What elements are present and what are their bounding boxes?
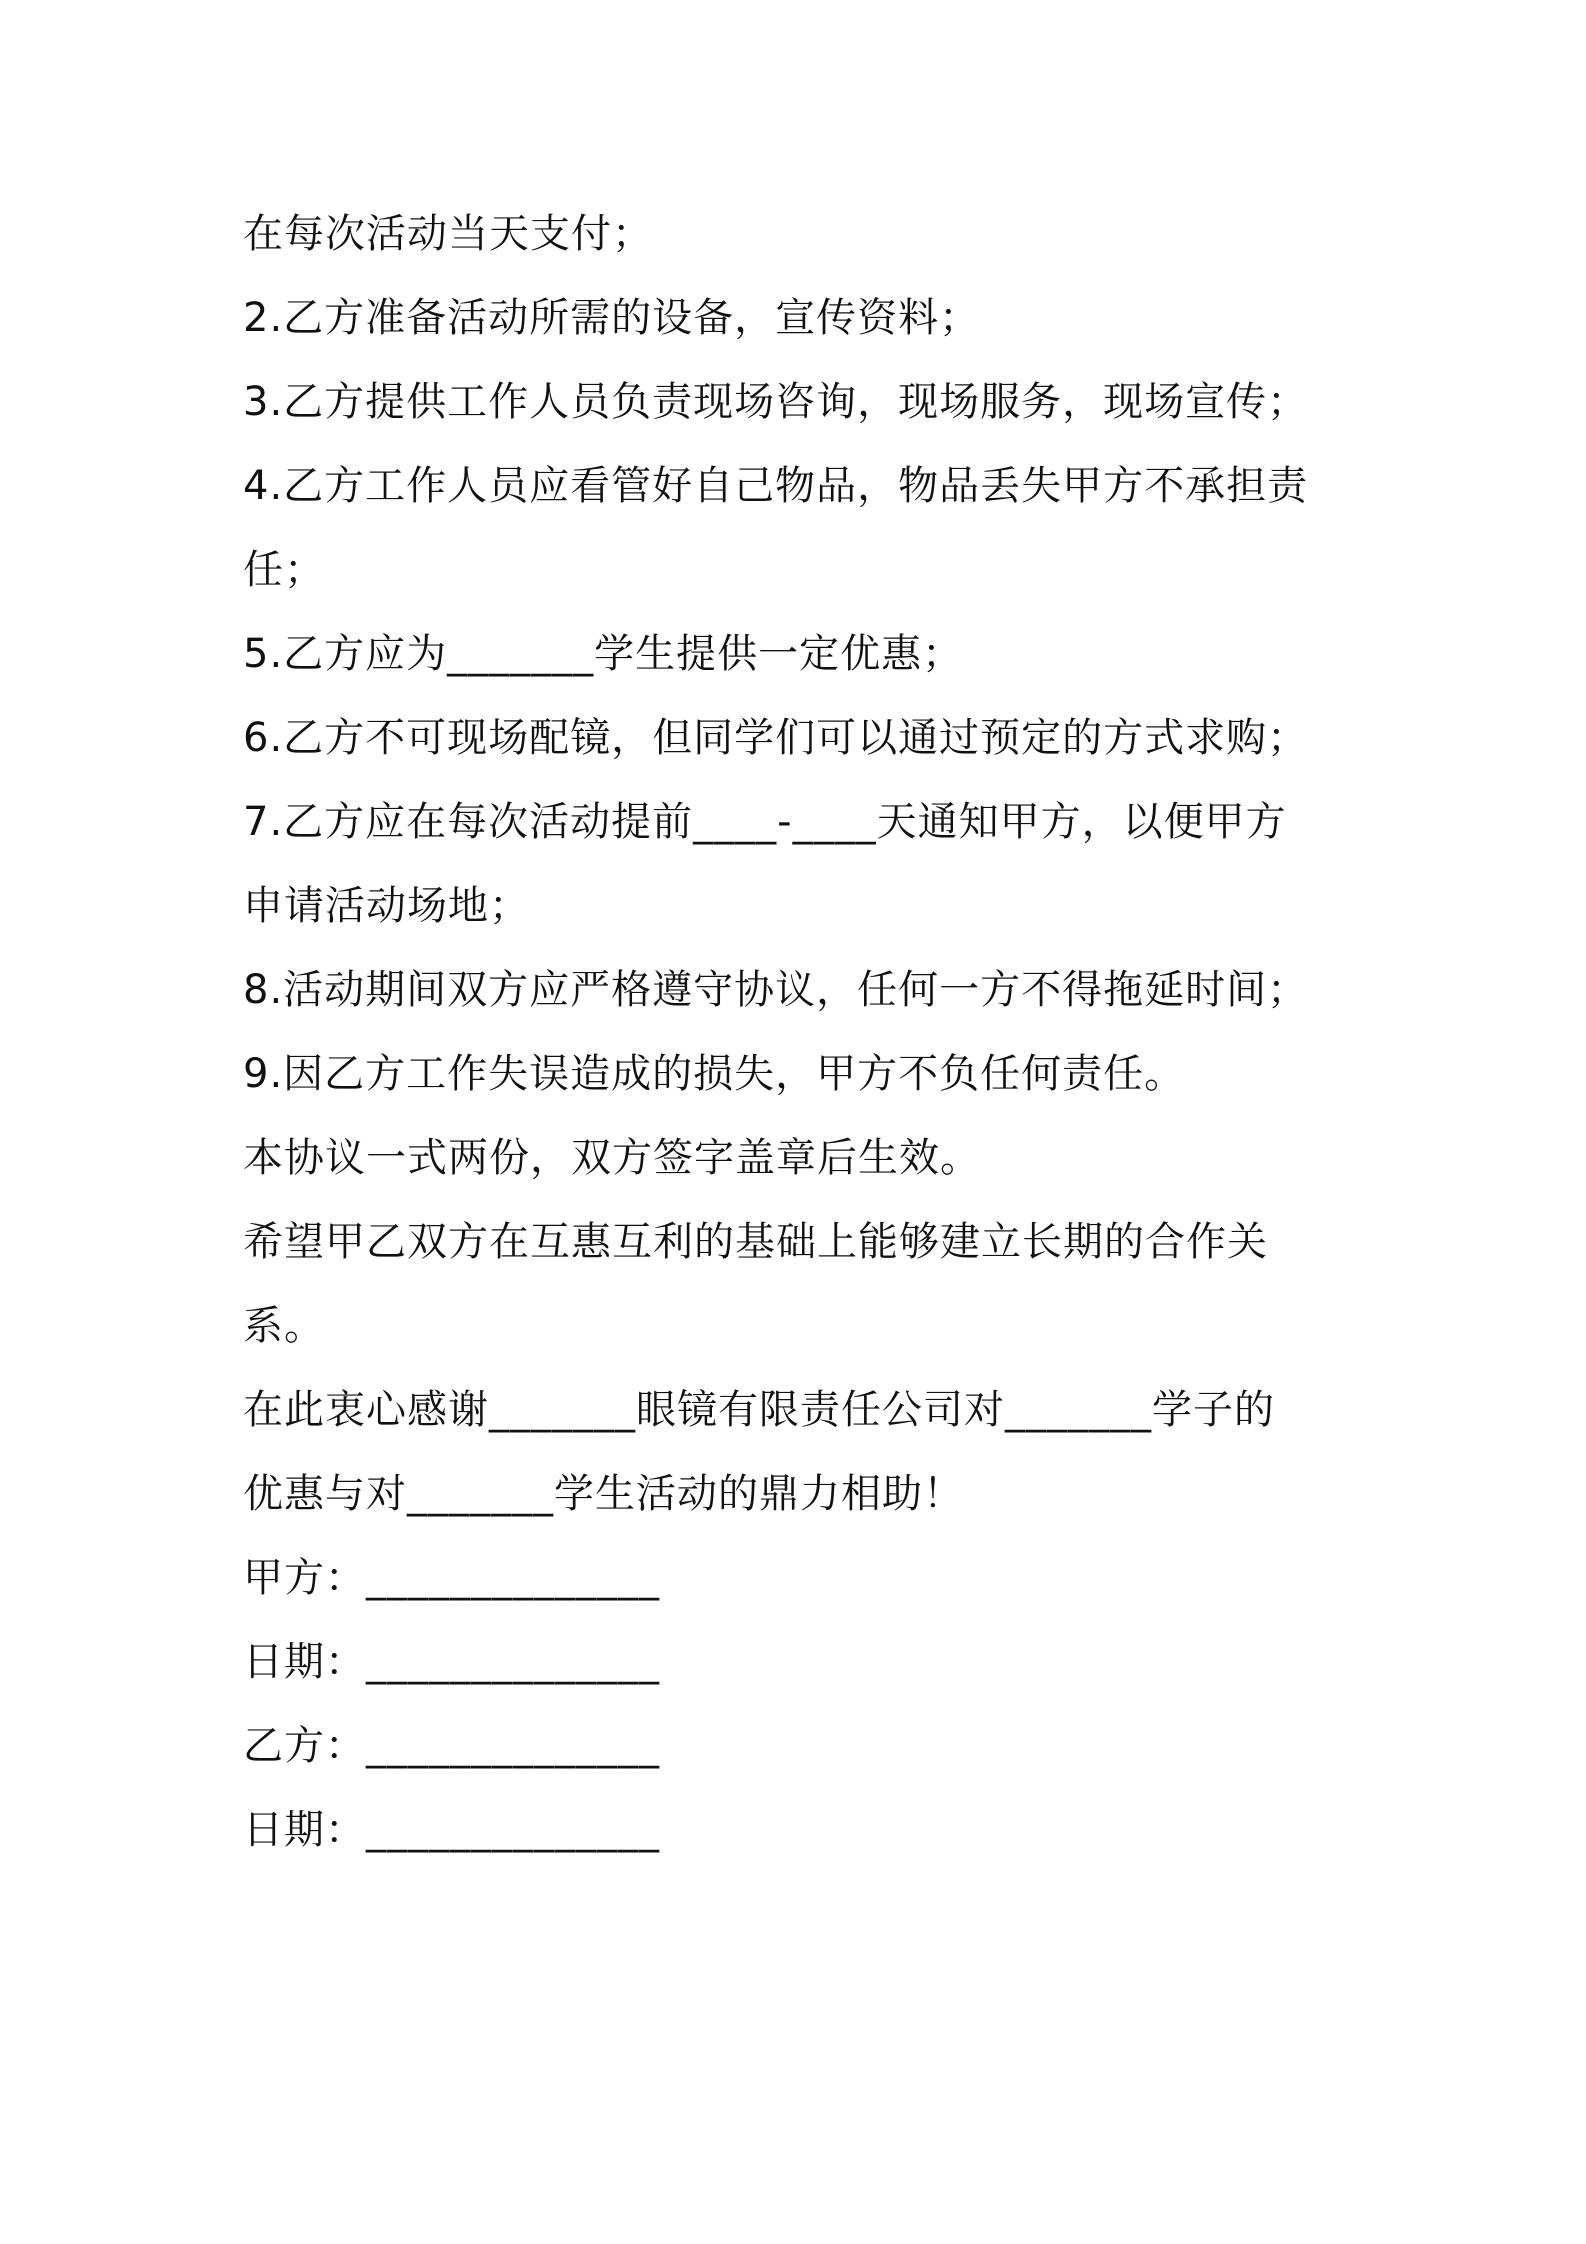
text-line: 8.活动期间双方应严格遵守协议，任何一方不得拖延时间； bbox=[243, 967, 1309, 1013]
text-line: 在每次活动当天支付； bbox=[243, 211, 653, 257]
text-line: 9.因乙方工作失误造成的损失，甲方不负任何责任。 bbox=[243, 1051, 1186, 1097]
text-line: 5.乙方应为_______学生提供一定优惠； bbox=[243, 631, 964, 677]
signature-party-a-line: 甲方：______________ bbox=[243, 1555, 660, 1601]
text-line: 系。 bbox=[243, 1303, 325, 1349]
document-body bbox=[243, 192, 1363, 1872]
text-line: 任； bbox=[243, 547, 325, 593]
text-line: 2.乙方准备活动所需的设备，宣传资料； bbox=[243, 295, 981, 341]
text-line: 优惠与对_______学生活动的鼎力相助！ bbox=[243, 1471, 964, 1517]
text-line: 3.乙方提供工作人员负责现场咨询，现场服务，现场宣传； bbox=[243, 379, 1309, 425]
text-line: 4.乙方工作人员应看管好自己物品，物品丢失甲方不承担责 bbox=[243, 463, 1309, 509]
signature-date-a-line: 日期：______________ bbox=[243, 1639, 660, 1685]
signature-party-b-line: 乙方：______________ bbox=[243, 1723, 660, 1769]
signature-date-b-line: 日期：______________ bbox=[243, 1807, 660, 1853]
text-line: 在此衷心感谢_______眼镜有限责任公司对_______学子的 bbox=[243, 1387, 1275, 1433]
text-line: 6.乙方不可现场配镜，但同学们可以通过预定的方式求购； bbox=[243, 715, 1309, 761]
text-line: 本协议一式两份，双方签字盖章后生效。 bbox=[243, 1135, 981, 1181]
text-line: 7.乙方应在每次活动提前____-____天通知甲方，以便甲方 bbox=[243, 799, 1287, 845]
text-line: 希望甲乙双方在互惠互利的基础上能够建立长期的合作关 bbox=[243, 1219, 1268, 1265]
text-line: 申请活动场地； bbox=[243, 883, 530, 929]
